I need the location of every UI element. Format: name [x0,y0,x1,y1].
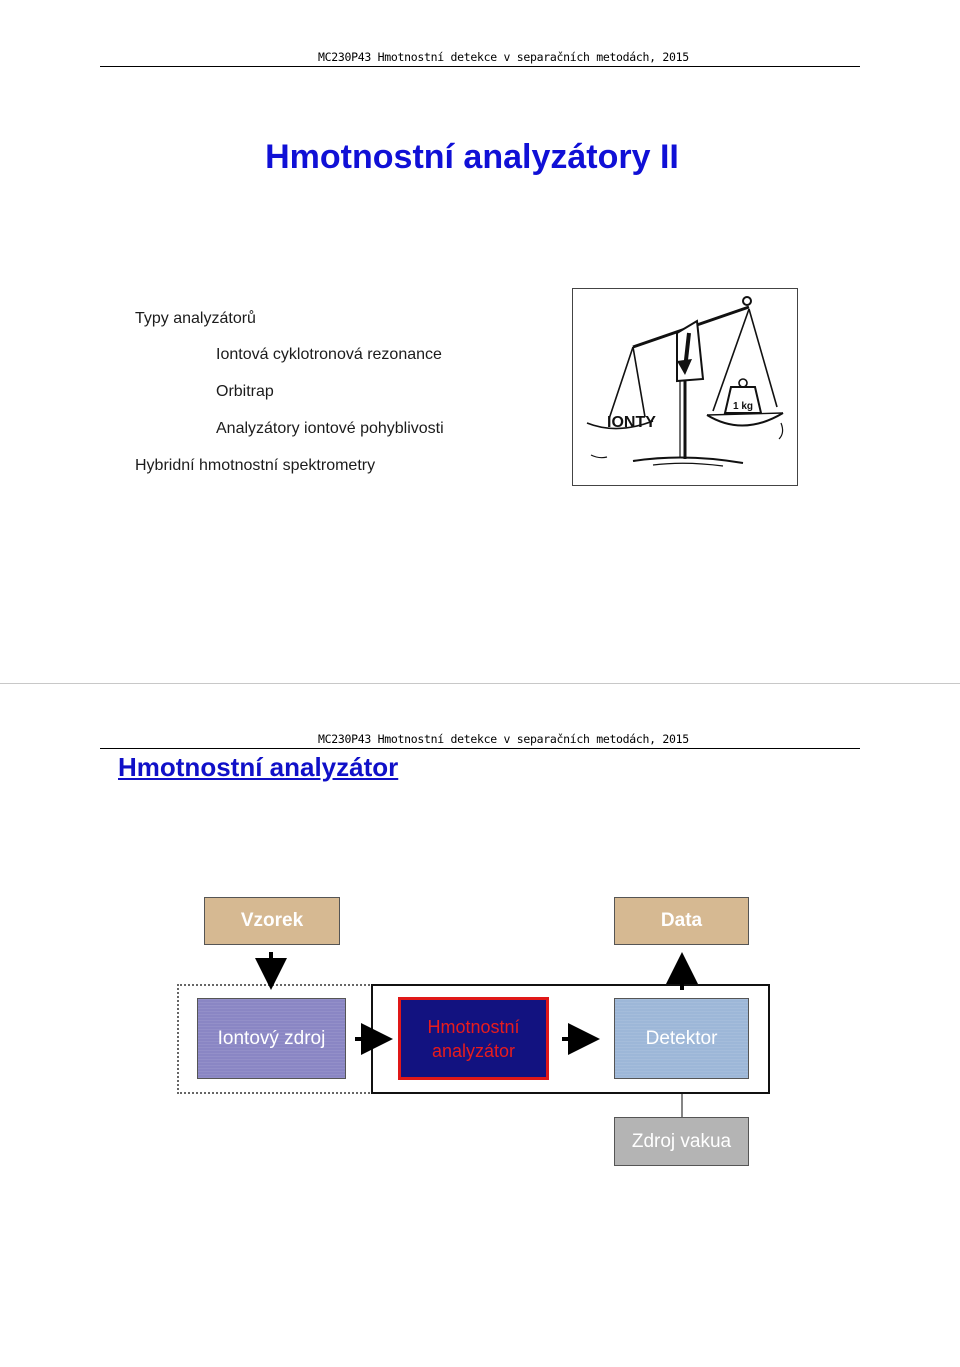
bullet-item: Hybridní hmotnostní spektrometry [135,457,376,474]
bullet-subitem: Orbitrap [216,383,274,400]
ions-label: IONTY [607,414,656,431]
header-rule [100,66,860,67]
slide-header: MC230P43 Hmotnostní detekce v separačních metodách, 2015 [318,50,689,64]
analyzer-label-line1: Hmotnostní [427,1016,520,1037]
weight-label: 1 kg [732,401,754,412]
bullet-subitem: Analyzátory iontové pohyblivosti [216,420,444,437]
ion-source-label: Iontový zdroj [217,1027,326,1049]
slide-header: MC230P43 Hmotnostní detekce v separačních metodách, 2015 [318,732,689,746]
balance-scale-icon [573,289,797,485]
slide-title: Hmotnostní analyzátor [118,752,399,782]
slide-2 [0,684,960,1367]
vacuum-label: Zdroj vakua [631,1130,732,1152]
analyzer-label-line2: analyzátor [431,1040,516,1061]
detector-label: Detektor [645,1027,718,1049]
slide-title: Hmotnostní analyzátory II [265,138,679,176]
sample-label: Vzorek [240,910,304,931]
data-label: Data [660,910,703,931]
bullet-item: Typy analyzátorů [135,310,256,327]
diagram-connectors [0,684,960,1367]
balance-scale-illustration [572,288,798,486]
bullet-subitem: Iontová cyklotronová rezonance [216,346,442,363]
